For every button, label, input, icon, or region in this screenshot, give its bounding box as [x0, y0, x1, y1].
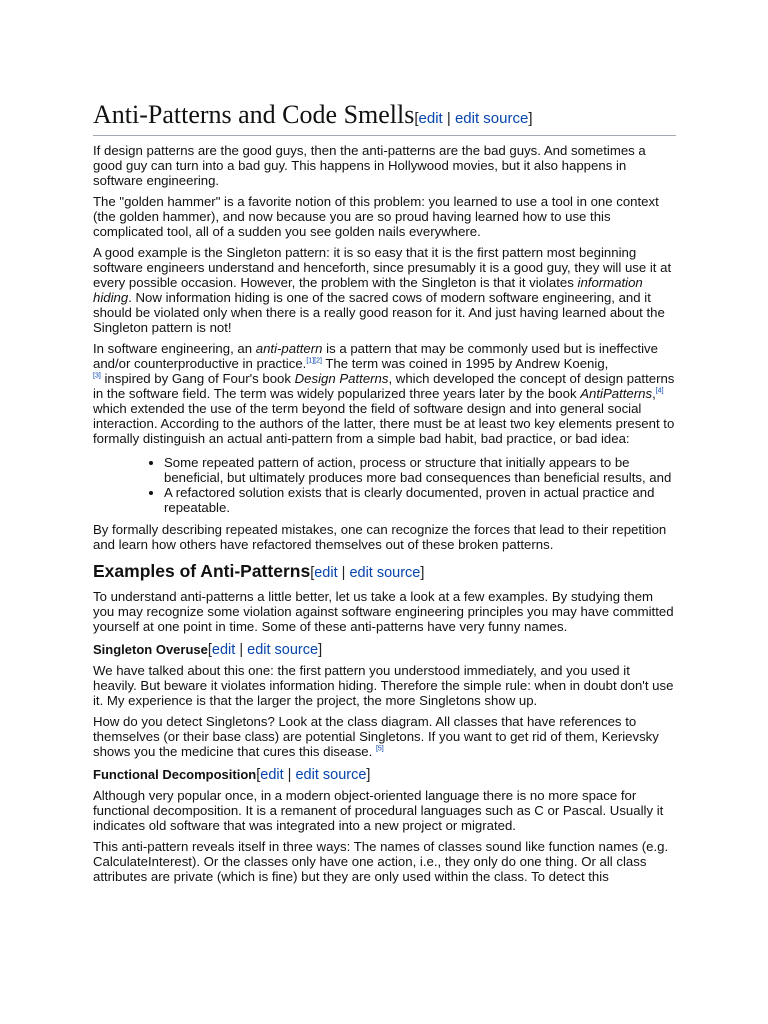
ref-link-5[interactable]: [5] — [375, 745, 384, 753]
singleton-detect-paragraph: How do you detect Singletons? Look at the class diagram. All classes that have references to themselves (or their base class) are potential Singletons. If you want to get rid of them, Kerievsky shows you the medicine that cures this disease. [5] — [93, 714, 659, 759]
edit-link[interactable]: edit — [260, 767, 284, 783]
list-item: • Some repeated pattern of action, process or structure that initially appears to be beneficial, but ultimately produces more bad consequences than beneficial results, and — [164, 455, 676, 485]
edit-link[interactable]: edit — [211, 642, 236, 658]
subsection-heading-functional: Functional Decomposition[edit | edit source] — [93, 767, 371, 783]
section-edit-links: [edit | edit source] — [310, 565, 425, 581]
ref-link-2[interactable]: [2] — [314, 357, 322, 365]
article — [93, 100, 676, 890]
golden-hammer-paragraph: The "golden hammer" is a favorite notion of this problem: you learned to use a tool in one context (the golden hammer), and now because you are so proud having learned how to use this complicated tool, all of a sudden you see golden nails everywhere. — [93, 194, 659, 239]
intro-paragraph: If design patterns are the good guys, then the anti-patterns are the bad guys. And sometimes a good guy can turn into a bad guy. This happens in Hollywood movies, but it also happens in software engineering. — [93, 143, 646, 188]
examples-intro-paragraph: To understand anti-patterns a little better, let us take a look at a few examples. By studying them you may recognize some violation against software engineering principles you may have committed yourself at one point in time. Some of these anti-patterns have very funny names. — [93, 589, 674, 634]
list-item: • A refactored solution exists that is clearly documented, proven in actual practice and repeatable. — [164, 485, 676, 515]
singleton-overuse-paragraph: We have talked about this one: the first pattern you understood immediately, and you used it heavily. But beware it violates information hiding. Therefore the simple rule: when in doubt don't use it. My experience is that the larger the project, the more Singletons show up. — [93, 663, 674, 708]
edit-source-link[interactable]: edit source — [247, 642, 319, 658]
title-edit-links: [edit | edit source] — [414, 110, 533, 127]
subsection-edit-links: [edit | edit source] — [256, 767, 371, 783]
definition-paragraph: In software engineering, an anti-pattern is a pattern that may be commonly used but is ineffective and/or counterproductive in practice.[1][2] The term was coined in 1995 by Andrew Koenig, [3] inspired by Gang of Four's book Design Patterns, which developed the concept of design patterns in the software field. The term was widely popularized three years later by the book AntiPatterns,[4] which extended the use of the term beyond the field of software design and into general social interaction. According to the authors of the latter, there must be at least two key elements present to formally distinguish an actual anti-pattern from a simple bad habit, bad practice, or bad idea: — [93, 341, 675, 446]
section-heading-examples: Examples of Anti-Patterns[edit | edit source] — [93, 561, 425, 581]
ref-link-3[interactable]: [3] — [93, 372, 101, 380]
functional-decomposition-paragraph: Although very popular once, in a modern object-oriented language there is no more space for functional decomposition. It is a remanent of procedural languages such as C or Pascal. Usually it indicates old software that was integrated into a new project or migrated. — [93, 788, 664, 833]
subsection-heading-singleton: Singleton Overuse[edit | edit source] — [93, 642, 323, 658]
key-elements-list — [93, 455, 676, 515]
subsection-edit-links: [edit | edit source] — [207, 642, 323, 658]
edit-link[interactable]: edit — [418, 110, 443, 127]
ref-link-4[interactable]: [4] — [655, 387, 664, 395]
page-title-text: Anti-Patterns and Code Smells — [93, 100, 415, 129]
edit-source-link[interactable]: edit source — [295, 767, 367, 783]
page-title — [93, 100, 676, 136]
edit-source-link[interactable]: edit source — [349, 565, 421, 581]
conclusion-paragraph: By formally describing repeated mistakes, one can recognize the forces that lead to their repetition and learn how others have refactored themselves out of these broken patterns. — [93, 522, 667, 552]
functional-detect-paragraph: This anti-pattern reveals itself in three ways: The names of classes sound like function names (e.g. CalculateInterest). Or the classes only have one action, i.e., they only do one thing. Or all class attributes are private (which is fine) but they are only used within the class. To detect this — [93, 839, 669, 884]
ref-link-1[interactable]: [1] — [306, 357, 315, 365]
edit-source-link[interactable]: edit source — [454, 110, 529, 127]
edit-link[interactable]: edit — [314, 565, 338, 581]
singleton-paragraph: A good example is the Singleton pattern: it is so easy that it is the first pattern most beginning software engineers understand and henceforth, since presumably it is a good guy, they will use it at every possible occasion. However, the problem with the Singleton is that it violates information hiding. Now information hiding is one of the sacred cows of modern software engineering, and it should be violated only when there is a really good reason for it. And just having learned about the Singleton pattern is not! — [93, 245, 672, 335]
